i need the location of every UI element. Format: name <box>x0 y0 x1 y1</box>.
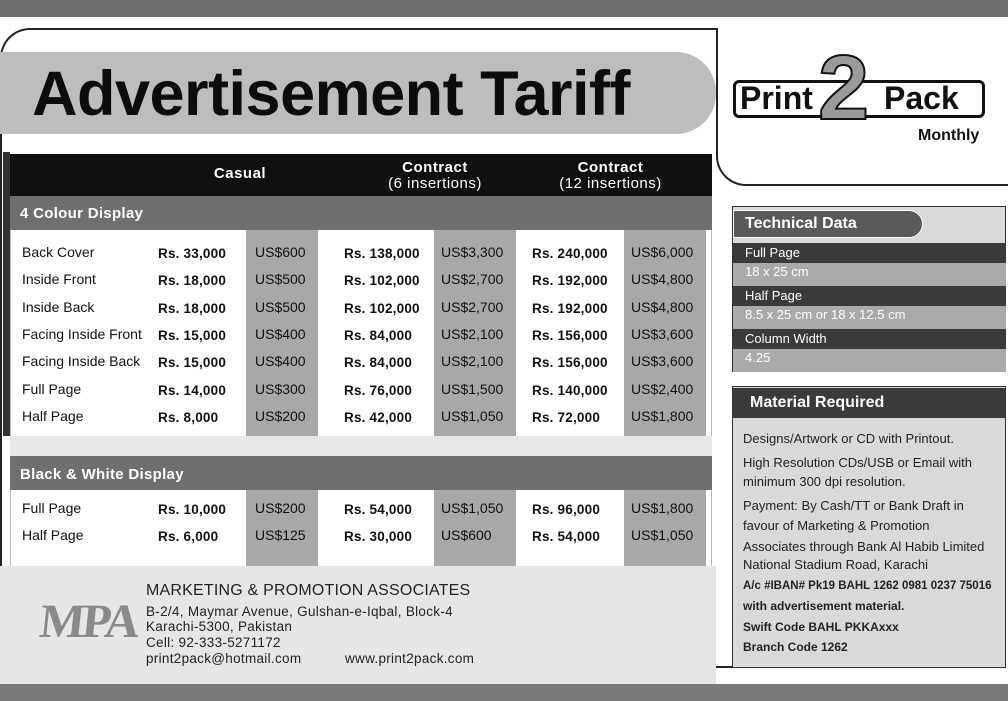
table-cell-c6-rs: Rs. 30,000 <box>344 529 413 544</box>
material-line: favour of Marketing & Promotion <box>743 518 930 533</box>
table-cell-label: Inside Back <box>22 298 95 315</box>
table-cell-c-usd: US$200 <box>255 500 306 516</box>
material-line: Branch Code 1262 <box>743 640 848 654</box>
table-cell-c12-usd: US$4,800 <box>631 271 694 288</box>
table-cell-c6-usd: US$2,100 <box>441 325 504 342</box>
table-cell-c6-rs: Rs. 54,000 <box>344 502 413 517</box>
table-cell-c12-rs: Rs. 240,000 <box>532 246 608 261</box>
tech-value-column-width: 4.25 <box>745 350 771 365</box>
table-cell-c-rs: Rs. 15,000 <box>158 327 227 343</box>
table-cell-label: Half Page <box>22 527 84 543</box>
tech-label-column-width: Column Width <box>745 331 827 346</box>
table-cell-c-usd: US$500 <box>255 271 306 288</box>
table-shadow <box>3 152 10 436</box>
table-cell-label: Facing Inside Back <box>22 353 141 370</box>
table-cell-c6-rs: Rs. 84,000 <box>344 355 413 371</box>
table-cell-c12-rs: Rs. 96,000 <box>532 502 601 517</box>
table-cell-label: Back Cover <box>22 244 95 260</box>
table-cell-c-rs: Rs. 18,000 <box>158 273 227 289</box>
table-cell-c6-usd: US$1,500 <box>441 380 504 397</box>
table-cell-c-usd: US$600 <box>255 244 306 260</box>
table-cell-c-rs: Rs. 33,000 <box>158 246 227 261</box>
top-bar <box>0 0 1008 17</box>
table-cell-c6-usd: US$2,700 <box>441 298 504 315</box>
table-cell-c12-rs: Rs. 192,000 <box>532 273 608 289</box>
material-line: Swift Code BAHL PKKAxxx <box>743 620 899 634</box>
table-cell-c12-rs: Rs. 192,000 <box>532 300 608 316</box>
header-contract-6-title: Contract <box>402 159 468 176</box>
table-cell-c6-rs: Rs. 102,000 <box>344 300 420 316</box>
table-cell-c-usd: US$400 <box>255 353 306 370</box>
table-cell-c-rs: Rs. 18,000 <box>158 300 227 316</box>
table-cell-c6-usd: US$3,300 <box>441 244 504 260</box>
table-cell-label: Facing Inside Front <box>22 325 142 342</box>
bw-section-title: Black & White Display <box>20 466 184 483</box>
table-cell-c12-usd: US$1,800 <box>631 407 694 424</box>
header-casual: Casual <box>213 165 267 182</box>
colour-section-title: 4 Colour Display <box>20 205 144 222</box>
table-cell-c12-usd: US$3,600 <box>631 353 694 370</box>
table-cell-c12-usd: US$1,800 <box>631 500 694 516</box>
table-cell-c12-rs: Rs. 72,000 <box>532 409 601 425</box>
material-required-title: Material Required <box>750 394 885 411</box>
material-line: High Resolution CDs/USB or Email with <box>743 455 973 470</box>
table-cell-c12-rs: Rs. 54,000 <box>532 529 601 544</box>
table-cell-label: Half Page <box>22 407 84 424</box>
company-email: print2pack@hotmail.com <box>146 651 302 666</box>
tech-label-half-page: Half Page <box>745 288 803 303</box>
table-cell-c12-usd: US$2,400 <box>631 380 694 397</box>
tech-value-full-page: 18 x 25 cm <box>745 264 809 279</box>
table-cell-c6-usd: US$1,050 <box>441 407 504 424</box>
technical-data-title: Technical Data <box>745 215 857 232</box>
company-name: MARKETING & PROMOTION ASSOCIATES <box>146 582 471 599</box>
company-cell: Cell: 92-333-5271172 <box>146 635 281 650</box>
table-cell-c-rs: Rs. 10,000 <box>158 502 227 517</box>
table-cell-c6-rs: Rs. 84,000 <box>344 327 413 343</box>
logo-two-numeral: 2 <box>818 37 870 139</box>
table-cell-c12-rs: Rs. 140,000 <box>532 382 608 398</box>
bottom-bar <box>0 684 1008 701</box>
company-website: www.print2pack.com <box>345 651 475 666</box>
company-address-1: B-2/4, Maymar Avenue, Gulshan-e-Iqbal, Block-4 <box>146 604 453 619</box>
table-cell-c-rs: Rs. 8,000 <box>158 409 219 425</box>
material-line: A/c #IBAN# Pk19 BAHL 1262 0981 0237 75016 <box>743 580 992 592</box>
table-cell-c6-rs: Rs. 138,000 <box>344 246 420 261</box>
table-cell-c6-usd: US$600 <box>441 527 492 543</box>
table-cell-label: Inside Front <box>22 271 96 288</box>
section-divider <box>10 436 712 456</box>
table-cell-c6-usd: US$2,700 <box>441 271 504 288</box>
mpa-logo: MPA <box>37 595 140 648</box>
header-contract-12-sub: (12 insertions) <box>559 175 662 192</box>
table-cell-label: Full Page <box>22 500 82 516</box>
table-cell-c12-usd: US$3,600 <box>631 325 694 342</box>
table-cell-c-usd: US$200 <box>255 407 306 424</box>
table-cell-c12-rs: Rs. 156,000 <box>532 327 608 343</box>
tech-label-full-page: Full Page <box>745 245 800 260</box>
table-cell-c-usd: US$400 <box>255 325 306 342</box>
material-line: National Stadium Road, Karachi <box>743 557 928 572</box>
material-line: Designs/Artwork or CD with Printout. <box>743 431 954 446</box>
tech-value-row <box>733 349 1006 372</box>
table-cell-c12-usd: US$4,800 <box>631 298 694 315</box>
material-line: Associates through Bank Al Habib Limited <box>743 539 985 554</box>
table-cell-c-usd: US$500 <box>255 298 306 315</box>
table-cell-c12-usd: US$1,050 <box>631 527 694 543</box>
page-title: Advertisement Tariff <box>32 59 630 129</box>
table-cell-c6-rs: Rs. 102,000 <box>344 273 420 289</box>
company-address-2: Karachi-5300, Pakistan <box>146 619 293 634</box>
table-cell-c12-usd: US$6,000 <box>631 244 694 260</box>
logo-monthly-text: Monthly <box>918 127 980 144</box>
table-cell-c6-usd: US$1,050 <box>441 500 504 516</box>
table-cell-c-rs: Rs. 14,000 <box>158 382 227 398</box>
table-cell-c12-rs: Rs. 156,000 <box>532 355 608 371</box>
logo-print-text: Print <box>740 80 813 116</box>
logo-pack-text: Pack <box>884 80 959 116</box>
table-cell-c-rs: Rs. 6,000 <box>158 529 219 544</box>
header-contract-6-sub: (6 insertions) <box>388 175 482 192</box>
table-cell-c-usd: US$125 <box>255 527 306 543</box>
table-cell-c6-rs: Rs. 76,000 <box>344 382 413 398</box>
header-contract-12-title: Contract <box>577 159 644 176</box>
header-contract-12 <box>538 160 683 192</box>
tech-value-half-page: 8.5 x 25 cm or 18 x 12.5 cm <box>745 307 906 322</box>
table-cell-c-rs: Rs. 15,000 <box>158 355 227 371</box>
table-cell-c-usd: US$300 <box>255 380 306 397</box>
table-cell-label: Full Page <box>22 380 82 397</box>
material-line: Payment: By Cash/TT or Bank Draft in <box>743 498 964 513</box>
header-contract-6 <box>360 160 510 192</box>
material-line: minimum 300 dpi resolution. <box>743 474 906 489</box>
table-cell-c6-rs: Rs. 42,000 <box>344 409 413 425</box>
table-cell-c6-usd: US$2,100 <box>441 353 504 370</box>
material-line: with advertisement material. <box>743 599 905 613</box>
